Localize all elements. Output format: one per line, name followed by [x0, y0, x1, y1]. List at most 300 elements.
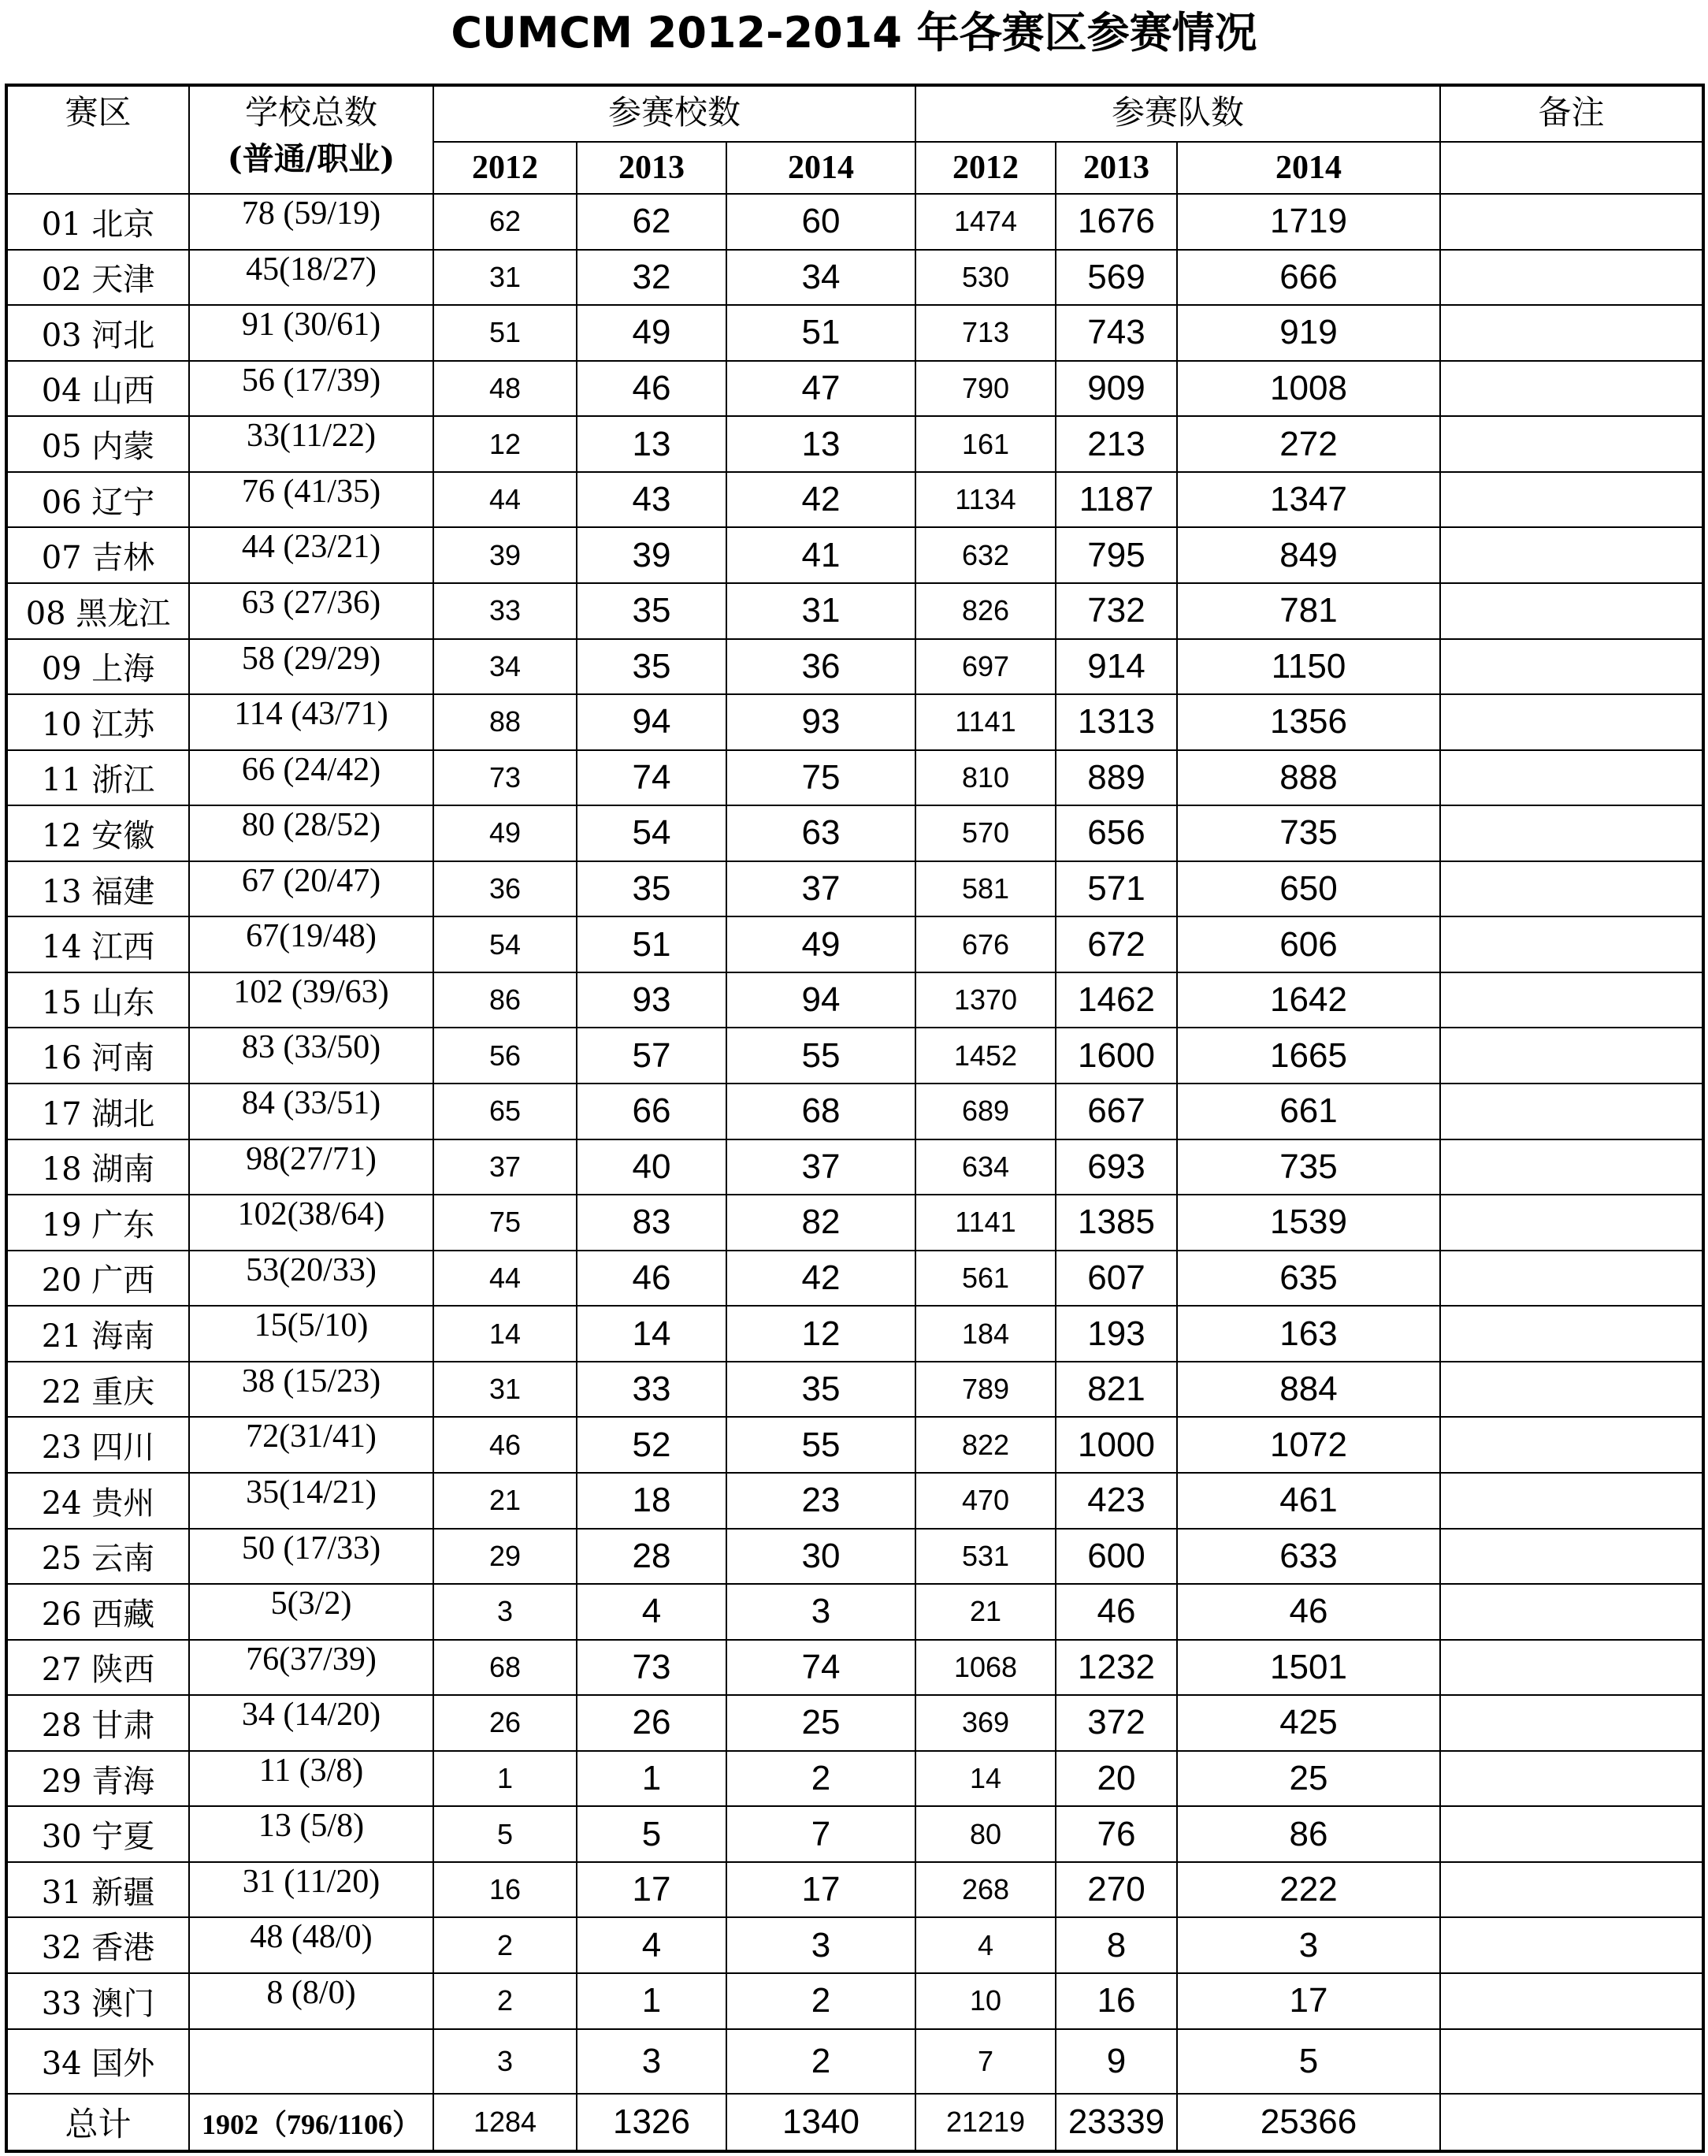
cell-t2014: 1665	[1177, 1028, 1440, 1084]
cell-s2013: 74	[577, 750, 726, 806]
cell-s2014: 31	[726, 583, 915, 639]
cell-t2012: 632	[915, 527, 1056, 583]
cell-s2014: 41	[726, 527, 915, 583]
cell-note	[1440, 1640, 1703, 1696]
cell-note	[1440, 194, 1703, 250]
table-row	[6, 972, 1703, 1028]
table-row	[6, 805, 1703, 861]
cell-s2012: 75	[433, 1195, 577, 1251]
cell-s2012: 56	[433, 1028, 577, 1084]
header-year-teams-2012: 2012	[915, 142, 1056, 194]
cell-region: 20 广西	[6, 1251, 189, 1307]
cell-s2013: 17	[577, 1862, 726, 1918]
cell-t2014: 1072	[1177, 1417, 1440, 1473]
cell-t2012: 1141	[915, 1195, 1056, 1251]
cell-t2013: 889	[1056, 750, 1177, 806]
cell-s2013: 5	[577, 1806, 726, 1862]
cell-note	[1440, 2029, 1703, 2095]
cell-note	[1440, 916, 1703, 972]
cell-t2012: 161	[915, 416, 1056, 472]
total-row	[6, 2094, 1703, 2151]
cell-t2013: 743	[1056, 305, 1177, 361]
cell-t2014: 1347	[1177, 472, 1440, 528]
cell-region: 12 安徽	[6, 805, 189, 861]
cell-schools: 72(31/41)	[189, 1417, 433, 1473]
cell-note	[1440, 1973, 1703, 2029]
cell-note	[1440, 805, 1703, 861]
cell-t2012: 570	[915, 805, 1056, 861]
table-row	[6, 194, 1703, 250]
header-school-total-line2: (普通/职业)	[227, 140, 395, 177]
table-row	[6, 1362, 1703, 1418]
table-row	[6, 361, 1703, 417]
cell-s2014: 55	[726, 1028, 915, 1084]
cell-t2012: 1370	[915, 972, 1056, 1028]
participation-table	[5, 84, 1705, 2153]
cell-s2014: 2	[726, 2029, 915, 2095]
cell-region: 15 山东	[6, 972, 189, 1028]
cell-s2012: 73	[433, 750, 577, 806]
cell-region: 25 云南	[6, 1529, 189, 1585]
cell-t2013: 795	[1056, 527, 1177, 583]
cell-t2013: 1000	[1056, 1417, 1177, 1473]
cell-s2012: 68	[433, 1640, 577, 1696]
cell-t2014: 735	[1177, 1139, 1440, 1195]
cell-s2014: 2	[726, 1751, 915, 1807]
table-row	[6, 1195, 1703, 1251]
cell-schools: 8 (8/0)	[189, 1973, 433, 2029]
cell-note	[1440, 1473, 1703, 1529]
cell-s2013: 46	[577, 1251, 726, 1307]
cell-region: 33 澳门	[6, 1973, 189, 2029]
cell-t2013: 909	[1056, 361, 1177, 417]
cell-t2014: 25	[1177, 1751, 1440, 1807]
cell-s2014: 1340	[726, 2094, 915, 2151]
cell-s2013: 46	[577, 361, 726, 417]
cell-t2012: 7	[915, 2029, 1056, 2095]
cell-s2014: 17	[726, 1862, 915, 1918]
cell-region: 06 辽宁	[6, 472, 189, 528]
cell-t2013: 732	[1056, 583, 1177, 639]
cell-t2014: 606	[1177, 916, 1440, 972]
cell-s2013: 28	[577, 1529, 726, 1585]
cell-region: 28 甘肃	[6, 1695, 189, 1751]
cell-region: 27 陕西	[6, 1640, 189, 1696]
cell-t2014: 1539	[1177, 1195, 1440, 1251]
cell-note	[1440, 472, 1703, 528]
header-year-schools-2012: 2012	[433, 142, 577, 194]
cell-t2013: 667	[1056, 1084, 1177, 1139]
cell-s2014: 74	[726, 1640, 915, 1696]
table-row	[6, 1862, 1703, 1918]
cell-schools: 67 (20/47)	[189, 861, 433, 917]
cell-note	[1440, 1195, 1703, 1251]
table-row	[6, 1084, 1703, 1139]
cell-region: 11 浙江	[6, 750, 189, 806]
cell-s2012: 14	[433, 1306, 577, 1362]
cell-note	[1440, 1695, 1703, 1751]
cell-s2013: 54	[577, 805, 726, 861]
cell-t2012: 689	[915, 1084, 1056, 1139]
cell-s2014: 2	[726, 1973, 915, 2029]
table-row	[6, 1473, 1703, 1529]
cell-region: 21 海南	[6, 1306, 189, 1362]
cell-t2012: 581	[915, 861, 1056, 917]
header-participating-schools: 参赛校数	[433, 85, 915, 142]
cell-s2013: 94	[577, 694, 726, 750]
cell-t2012: 268	[915, 1862, 1056, 1918]
cell-schools: 50 (17/33)	[189, 1529, 433, 1585]
table-row	[6, 305, 1703, 361]
cell-note	[1440, 250, 1703, 306]
cell-note	[1440, 305, 1703, 361]
cell-s2013: 62	[577, 194, 726, 250]
cell-s2014: 37	[726, 1139, 915, 1195]
cell-region: 18 湖南	[6, 1139, 189, 1195]
cell-t2013: 1385	[1056, 1195, 1177, 1251]
cell-s2014: 42	[726, 1251, 915, 1307]
cell-schools: 11 (3/8)	[189, 1751, 433, 1807]
cell-schools: 76(37/39)	[189, 1640, 433, 1696]
cell-region: 05 内蒙	[6, 416, 189, 472]
cell-t2013: 1313	[1056, 694, 1177, 750]
cell-s2014: 68	[726, 1084, 915, 1139]
cell-s2014: 75	[726, 750, 915, 806]
cell-t2014: 666	[1177, 250, 1440, 306]
cell-t2014: 919	[1177, 305, 1440, 361]
table-row	[6, 472, 1703, 528]
cell-t2012: 1068	[915, 1640, 1056, 1696]
cell-t2013: 46	[1056, 1584, 1177, 1640]
cell-note	[1440, 1862, 1703, 1918]
cell-schools: 78 (59/19)	[189, 194, 433, 250]
cell-t2014: 17	[1177, 1973, 1440, 2029]
table-row	[6, 583, 1703, 639]
cell-schools: 56 (17/39)	[189, 361, 433, 417]
table-row	[6, 861, 1703, 917]
cell-s2012: 31	[433, 1362, 577, 1418]
cell-t2013: 20	[1056, 1751, 1177, 1807]
cell-schools: 31 (11/20)	[189, 1862, 433, 1918]
cell-s2012: 86	[433, 972, 577, 1028]
cell-s2014: 42	[726, 472, 915, 528]
table-row	[6, 1695, 1703, 1751]
cell-s2013: 40	[577, 1139, 726, 1195]
cell-t2014: 635	[1177, 1251, 1440, 1307]
table-row	[6, 2029, 1703, 2095]
cell-s2013: 4	[577, 1584, 726, 1640]
cell-s2013: 57	[577, 1028, 726, 1084]
cell-schools: 34 (14/20)	[189, 1695, 433, 1751]
table-row	[6, 1251, 1703, 1307]
cell-note	[1440, 1139, 1703, 1195]
cell-s2012: 44	[433, 1251, 577, 1307]
cell-t2014: 884	[1177, 1362, 1440, 1418]
header-year-teams-2014: 2014	[1177, 142, 1440, 194]
cell-t2013: 693	[1056, 1139, 1177, 1195]
cell-t2012: 1474	[915, 194, 1056, 250]
cell-t2012: 822	[915, 1417, 1056, 1473]
cell-region: 31 新疆	[6, 1862, 189, 1918]
cell-note	[1440, 1084, 1703, 1139]
cell-schools: 83 (33/50)	[189, 1028, 433, 1084]
cell-t2013: 1462	[1056, 972, 1177, 1028]
table-row	[6, 639, 1703, 695]
cell-t2014: 661	[1177, 1084, 1440, 1139]
cell-s2012: 16	[433, 1862, 577, 1918]
cell-t2013: 9	[1056, 2029, 1177, 2095]
page-title: CUMCM 2012-2014 年各赛区参赛情况	[451, 8, 1257, 58]
cell-note	[1440, 2094, 1703, 2151]
cell-t2013: 23339	[1056, 2094, 1177, 2151]
cell-schools: 58 (29/29)	[189, 639, 433, 695]
table-row	[6, 1751, 1703, 1807]
cell-s2012: 31	[433, 250, 577, 306]
cell-region: 03 河北	[6, 305, 189, 361]
table-row	[6, 416, 1703, 472]
cell-t2014: 1719	[1177, 194, 1440, 250]
table-row	[6, 1417, 1703, 1473]
cell-s2013: 35	[577, 583, 726, 639]
cell-t2012: 697	[915, 639, 1056, 695]
cell-note	[1440, 1584, 1703, 1640]
cell-s2012: 54	[433, 916, 577, 972]
cell-s2014: 49	[726, 916, 915, 972]
cell-s2014: 37	[726, 861, 915, 917]
cell-t2014: 888	[1177, 750, 1440, 806]
cell-note	[1440, 416, 1703, 472]
cell-s2012: 49	[433, 805, 577, 861]
cell-s2013: 66	[577, 1084, 726, 1139]
header-year-schools-2013: 2013	[577, 142, 726, 194]
cell-t2013: 193	[1056, 1306, 1177, 1362]
cell-t2012: 369	[915, 1695, 1056, 1751]
cell-s2012: 39	[433, 527, 577, 583]
cell-s2012: 26	[433, 1695, 577, 1751]
cell-note	[1440, 639, 1703, 695]
cell-t2012: 4	[915, 1917, 1056, 1973]
cell-s2012: 2	[433, 1973, 577, 2029]
cell-schools: 45(18/27)	[189, 250, 433, 306]
cell-s2014: 23	[726, 1473, 915, 1529]
cell-t2012: 80	[915, 1806, 1056, 1862]
cell-s2012: 12	[433, 416, 577, 472]
cell-s2014: 13	[726, 416, 915, 472]
table-row	[6, 1139, 1703, 1195]
cell-note	[1440, 694, 1703, 750]
cell-s2012: 1284	[433, 2094, 577, 2151]
cell-s2013: 51	[577, 916, 726, 972]
cell-t2014: 25366	[1177, 2094, 1440, 2151]
cell-t2013: 672	[1056, 916, 1177, 972]
cell-schools: 102(38/64)	[189, 1195, 433, 1251]
cell-t2013: 76	[1056, 1806, 1177, 1862]
cell-t2012: 634	[915, 1139, 1056, 1195]
cell-t2013: 821	[1056, 1362, 1177, 1418]
cell-s2013: 93	[577, 972, 726, 1028]
cell-note	[1440, 1806, 1703, 1862]
table-row	[6, 1973, 1703, 2029]
cell-schools: 84 (33/51)	[189, 1084, 433, 1139]
cell-schools: 80 (28/52)	[189, 805, 433, 861]
cell-region: 17 湖北	[6, 1084, 189, 1139]
cell-t2014: 735	[1177, 805, 1440, 861]
table-row	[6, 1584, 1703, 1640]
cell-region: 08 黑龙江	[6, 583, 189, 639]
cell-s2012: 65	[433, 1084, 577, 1139]
cell-t2013: 1600	[1056, 1028, 1177, 1084]
cell-t2012: 561	[915, 1251, 1056, 1307]
cell-region: 13 福建	[6, 861, 189, 917]
cell-s2014: 34	[726, 250, 915, 306]
cell-note	[1440, 1028, 1703, 1084]
table-row	[6, 1028, 1703, 1084]
cell-t2012: 1452	[915, 1028, 1056, 1084]
cell-schools: 91 (30/61)	[189, 305, 433, 361]
cell-t2012: 14	[915, 1751, 1056, 1807]
cell-s2012: 1	[433, 1751, 577, 1807]
cell-schools: 53(20/33)	[189, 1251, 433, 1307]
table-row	[6, 1640, 1703, 1696]
cell-s2013: 35	[577, 861, 726, 917]
cell-schools: 44 (23/21)	[189, 527, 433, 583]
cell-s2014: 3	[726, 1584, 915, 1640]
cell-s2012: 46	[433, 1417, 577, 1473]
cell-note	[1440, 1417, 1703, 1473]
header-notes: 备注	[1440, 85, 1703, 142]
cell-schools: 98(27/71)	[189, 1139, 433, 1195]
cell-note	[1440, 1917, 1703, 1973]
cell-t2012: 530	[915, 250, 1056, 306]
cell-s2014: 7	[726, 1806, 915, 1862]
cell-schools: 38 (15/23)	[189, 1362, 433, 1418]
cell-t2014: 1150	[1177, 639, 1440, 695]
cell-t2013: 372	[1056, 1695, 1177, 1751]
cell-s2012: 2	[433, 1917, 577, 1973]
cell-t2012: 531	[915, 1529, 1056, 1585]
cell-t2014: 461	[1177, 1473, 1440, 1529]
cell-t2012: 10	[915, 1973, 1056, 2029]
table-row	[6, 1917, 1703, 1973]
cell-s2013: 49	[577, 305, 726, 361]
cell-region: 30 宁夏	[6, 1806, 189, 1862]
cell-schools: 67(19/48)	[189, 916, 433, 972]
cell-t2014: 1501	[1177, 1640, 1440, 1696]
cell-t2012: 184	[915, 1306, 1056, 1362]
cell-note	[1440, 583, 1703, 639]
cell-t2012: 810	[915, 750, 1056, 806]
cell-s2012: 36	[433, 861, 577, 917]
cell-t2014: 425	[1177, 1695, 1440, 1751]
cell-note	[1440, 1306, 1703, 1362]
cell-t2013: 1187	[1056, 472, 1177, 528]
table-row	[6, 1306, 1703, 1362]
cell-t2013: 8	[1056, 1917, 1177, 1973]
cell-s2014: 60	[726, 194, 915, 250]
cell-s2013: 1	[577, 1973, 726, 2029]
cell-s2014: 93	[726, 694, 915, 750]
header-row-top	[6, 85, 1703, 142]
cell-schools: 15(5/10)	[189, 1306, 433, 1362]
cell-s2013: 18	[577, 1473, 726, 1529]
cell-schools: 114 (43/71)	[189, 694, 433, 750]
header-year-schools-2014: 2014	[726, 142, 915, 194]
cell-note	[1440, 972, 1703, 1028]
cell-s2013: 83	[577, 1195, 726, 1251]
cell-s2013: 3	[577, 2029, 726, 2095]
cell-s2012: 88	[433, 694, 577, 750]
cell-region: 24 贵州	[6, 1473, 189, 1529]
cell-t2012: 470	[915, 1473, 1056, 1529]
cell-t2013: 571	[1056, 861, 1177, 917]
cell-s2012: 62	[433, 194, 577, 250]
cell-t2013: 607	[1056, 1251, 1177, 1307]
cell-s2014: 25	[726, 1695, 915, 1751]
cell-t2014: 5	[1177, 2029, 1440, 2095]
cell-s2012: 51	[433, 305, 577, 361]
cell-schools	[189, 2029, 433, 2095]
cell-s2012: 3	[433, 1584, 577, 1640]
cell-t2014: 650	[1177, 861, 1440, 917]
cell-t2014: 633	[1177, 1529, 1440, 1585]
cell-region: 19 广东	[6, 1195, 189, 1251]
cell-s2013: 43	[577, 472, 726, 528]
cell-s2014: 12	[726, 1306, 915, 1362]
cell-schools: 35(14/21)	[189, 1473, 433, 1529]
cell-t2014: 163	[1177, 1306, 1440, 1362]
cell-t2014: 1356	[1177, 694, 1440, 750]
cell-s2012: 3	[433, 2029, 577, 2095]
cell-region: 07 吉林	[6, 527, 189, 583]
cell-t2013: 914	[1056, 639, 1177, 695]
cell-s2012: 34	[433, 639, 577, 695]
cell-note	[1440, 361, 1703, 417]
cell-schools: 5(3/2)	[189, 1584, 433, 1640]
cell-t2013: 600	[1056, 1529, 1177, 1585]
header-participating-teams: 参赛队数	[915, 85, 1440, 142]
cell-region: 总计	[6, 2094, 189, 2151]
cell-s2013: 52	[577, 1417, 726, 1473]
cell-schools: 102 (39/63)	[189, 972, 433, 1028]
cell-region: 14 江西	[6, 916, 189, 972]
cell-s2013: 73	[577, 1640, 726, 1696]
cell-t2012: 676	[915, 916, 1056, 972]
cell-t2012: 21	[915, 1584, 1056, 1640]
cell-s2013: 33	[577, 1362, 726, 1418]
cell-s2013: 1	[577, 1751, 726, 1807]
cell-t2014: 3	[1177, 1917, 1440, 1973]
cell-schools: 48 (48/0)	[189, 1917, 433, 1973]
cell-t2014: 86	[1177, 1806, 1440, 1862]
cell-s2014: 94	[726, 972, 915, 1028]
cell-note	[1440, 750, 1703, 806]
cell-s2013: 26	[577, 1695, 726, 1751]
cell-schools: 76 (41/35)	[189, 472, 433, 528]
table-row	[6, 1806, 1703, 1862]
cell-schools: 13 (5/8)	[189, 1806, 433, 1862]
cell-t2012: 1141	[915, 694, 1056, 750]
cell-region: 09 上海	[6, 639, 189, 695]
cell-t2014: 849	[1177, 527, 1440, 583]
cell-t2014: 46	[1177, 1584, 1440, 1640]
cell-s2013: 4	[577, 1917, 726, 1973]
cell-t2013: 656	[1056, 805, 1177, 861]
header-year-teams-2013: 2013	[1056, 142, 1177, 194]
cell-s2014: 3	[726, 1917, 915, 1973]
cell-t2013: 1676	[1056, 194, 1177, 250]
cell-t2013: 16	[1056, 1973, 1177, 2029]
cell-region: 16 河南	[6, 1028, 189, 1084]
